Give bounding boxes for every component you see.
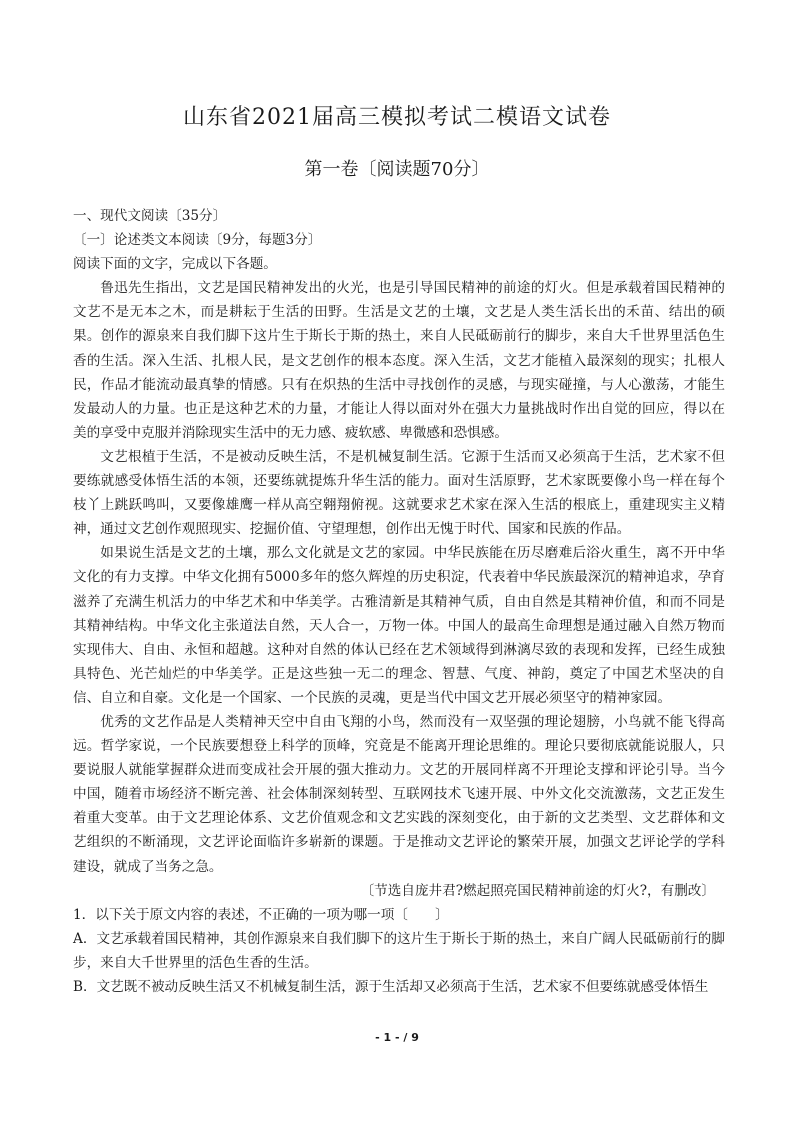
question-stem: 1．以下关于原文内容的表述，不正确的一项为哪一项〔 〕 — [73, 906, 449, 923]
exam-content — [73, 204, 725, 999]
article-paragraph: 如果说生活是文艺的土壤，那么文化就是文艺的家园。中华民族能在历尽磨难后浴火重生，离不开中华文化的有力支撑。中华文化拥有5000多年的悠久辉煌的历史积淀，代表着中华民族最深沉的精神追求，孕育滋养了充满生机活力的中华艺术和中华美学。古雅清新是其精神气质，自由自然是其精神价值，和而不同是其精神结构。中华文化主张道法自然，天人合一，万物一体。中国人的最高生命理想是通过融入自然万物而实现伟大、自由、永恒和超越。这种对自然的体认已经在艺术领域得到淋漓尽致的表现和发挥，已经生成独具特色、光芒灿烂的中华美学。正是这些独一无二的理念、智慧、气度、神韵，奠定了中国艺术坚决的自信、自立和自豪。文化是一个国家、一个民族的灵魂，更是当代中国文艺开展必须坚守的精神家园。 — [73, 545, 725, 706]
article-paragraph: 文艺根植于生活，不是被动反映生活，不是机械复制生活。它源于生活而又必须高于生活，艺术家不但要练就感受体悟生活的本领，还要练就提炼升华生活的能力。面对生活原野，艺术家既要像小鸟一样在每个枝丫上跳跃鸣叫，又要像雄鹰一样从高空翱翔俯视。这就要求艺术家在深入生活的根底上，重建现实主义精神，通过文艺创作观照现实、挖掘价值、守望理想，创作出无愧于时代、国家和民族的作品。 — [73, 448, 725, 538]
part-title: 第一卷〔阅读题70分〕 — [304, 159, 490, 180]
page-number: - 1 - / 9 — [375, 1031, 419, 1044]
section-heading: 一、现代文阅读〔35分〕 — [73, 208, 227, 224]
exam-title: 山东省2021届高三模拟考试二模语文试卷 — [183, 105, 611, 130]
reading-instruction: 阅读下面的文字，完成以下各题。 — [73, 256, 277, 273]
section-subheading: 〔一〕论述类文本阅读〔9分，每题3分〕 — [73, 232, 322, 249]
option-a: A．文艺承载着国民精神，其创作源泉来自我们脚下的这片生于斯长于斯的热土，来自广阔人民砥砺前行的脚步，来自大千世界里的活色生香的生活。 — [73, 930, 725, 971]
article-paragraph: 鲁迅先生指出，文艺是国民精神发出的火光，也是引导国民精神的前途的灯火。但是承载着国民精神的文艺不是无本之木，而是耕耘于生活的田野。生活是文艺的土壤，文艺是人类生活长出的禾苗、结出的硕果。创作的源泉来自我们脚下这片生于斯长于斯的热土，来自人民砥砺前行的脚步，来自大千世界里活色生香的生活。深入生活、扎根人民，是文艺创作的根本态度。深入生活，文艺才能植入最深刻的现实；扎根人民，作品才能流动最真挚的情感。只有在炽热的生活中寻找创作的灵感，与现实碰撞，与人心激荡，才能生发最动人的力量。也正是这种艺术的力量，才能让人得以面对外在强大力量挑战时作出自觉的回应，得以在美的享受中克服并消除现实生活中的无力感、疲软感、卑微感和恐惧感。 — [73, 280, 725, 441]
option-b: B．文艺既不被动反映生活又不机械复制生活，源于生活却又必须高于生活，艺术家不但要练就感受体悟生 — [73, 979, 709, 995]
article-paragraph: 优秀的文艺作品是人类精神天空中自由飞翔的小鸟，然而没有一双坚强的理论翅膀，小鸟就不能飞得高远。哲学家说，一个民族要想登上科学的顶峰，究竟是不能离开理论思维的。理论只要彻底就能说服人，只要说服人就能掌握群众进而变成社会开展的强大推动力。文艺的开展同样离不开理论支撑和评论引导。当今中国，随着市场经济不断完善、社会体制深刻转型、互联网技术飞速开展、中外文化交流激荡，文艺正发生着重大变革。由于文艺理论体系、文艺价值观念和文艺实践的深刻变化，由于新的文艺类型、文艺群体和文艺组织的不断涌现，文艺评论面临许多崭新的课题。于是推动文艺评论的繁荣开展，加强文艺评论学的学科建设，就成了当务之急。 — [73, 713, 725, 875]
article-source: 〔节选自庞井君?燃起照亮国民精神前途的灯火?，有删改〕 — [360, 882, 715, 899]
